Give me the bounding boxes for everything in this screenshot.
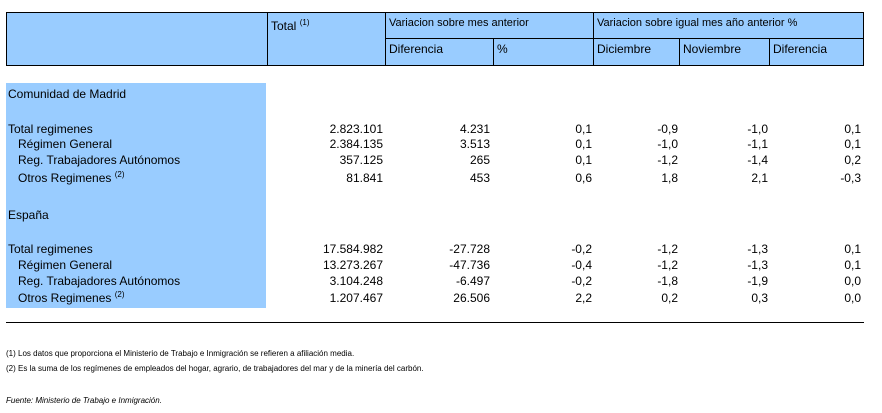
table-row (0, 273, 882, 289)
row-label: Reg. Trabajadores Autónomos (18, 274, 181, 288)
row-label-text: Otros Regimenes (18, 291, 112, 305)
footnote-1: (1) Los datos que proporciona el Ministerio de Trabajo e Inmigración se refieren a afiliación media. (6, 349, 355, 358)
cell-total: 1.207.467 (329, 291, 383, 305)
cell-diferencia-2: 0,2 (844, 153, 861, 167)
cell-total: 357.125 (339, 153, 383, 167)
cell-pct: -0,2 (571, 274, 592, 288)
section-title-text: España (8, 208, 49, 222)
cell-noviembre: -1,9 (747, 274, 768, 288)
header-diferencia: Diferencia (389, 42, 444, 56)
cell-pct: -0,4 (571, 258, 592, 272)
cell-noviembre: 0,3 (751, 291, 768, 305)
row-label-sup: (2) (114, 170, 125, 179)
table-header (6, 12, 864, 66)
header-divider (385, 13, 386, 65)
header-noviembre: Noviembre (683, 42, 742, 56)
header-divider (385, 38, 863, 39)
cell-diferencia-2: 0,1 (844, 122, 861, 136)
header-group-mes-anterior: Variacion sobre mes anterior (389, 17, 529, 29)
cell-total: 2.384.135 (329, 137, 383, 151)
cell-diferencia: -6.497 (455, 274, 490, 288)
cell-noviembre: -1,1 (747, 137, 768, 151)
header-divider (267, 13, 268, 65)
row-label-sup: (2) (114, 290, 125, 299)
cell-pct: 0,1 (575, 153, 592, 167)
cell-diciembre: -1,2 (657, 258, 678, 272)
table-bottom-rule (6, 322, 864, 323)
cell-noviembre: 2,1 (751, 171, 768, 185)
cell-diferencia-2: 0,0 (844, 274, 861, 288)
row-label (18, 290, 125, 306)
row-label: Régimen General (18, 137, 113, 151)
cell-diciembre: -1,2 (657, 153, 678, 167)
cell-diciembre: -1,0 (657, 137, 678, 151)
footnote-2: (2) Es la suma de los regímenes de empleados del hogar, agrario, de trabajadores del mar y de la minería del carbón. (6, 364, 424, 373)
table-row (0, 290, 882, 306)
cell-diciembre: -1,8 (657, 274, 678, 288)
cell-pct: -0,2 (571, 242, 592, 256)
table-row (0, 136, 882, 152)
header-group-anio-anterior: Variacion sobre igual mes año anterior % (597, 17, 798, 29)
cell-noviembre: -1,0 (747, 122, 768, 136)
cell-diciembre: -1,2 (657, 242, 678, 256)
row-label-text: Otros Regimenes (18, 171, 112, 185)
cell-diferencia: 4.231 (459, 122, 490, 136)
table-row (0, 121, 882, 137)
row-label: Total regimenes (8, 122, 93, 136)
table-row (0, 241, 882, 257)
cell-diferencia: -47.736 (449, 258, 490, 272)
cell-total: 81.841 (346, 171, 383, 185)
cell-total: 17.584.982 (322, 242, 383, 256)
cell-diferencia-2: 0,1 (844, 258, 861, 272)
cell-diferencia: 26.506 (453, 291, 490, 305)
header-divider (593, 13, 594, 65)
cell-pct: 0,6 (575, 171, 592, 185)
row-label: Reg. Trabajadores Autónomos (18, 153, 181, 167)
header-diferencia-2: Diferencia (773, 42, 828, 56)
section-title-text: Comunidad de Madrid (8, 87, 127, 101)
row-label (18, 170, 125, 186)
cell-total: 3.104.248 (329, 274, 383, 288)
table-row (0, 152, 882, 168)
header-total-label: Total (271, 19, 297, 33)
cell-diferencia: -27.728 (449, 242, 490, 256)
cell-diciembre: 0,2 (661, 291, 678, 305)
cell-diferencia-2: -0,3 (840, 171, 861, 185)
source-note: Fuente: Ministerio de Trabajo e Inmigración. (6, 396, 162, 405)
cell-noviembre: -1,3 (747, 242, 768, 256)
cell-noviembre: -1,3 (747, 258, 768, 272)
cell-diferencia-2: 0,1 (844, 137, 861, 151)
cell-total: 2.823.101 (329, 122, 383, 136)
header-pct: % (497, 42, 508, 56)
table-row (0, 170, 882, 186)
header-divider (769, 38, 770, 65)
cell-noviembre: -1,4 (747, 153, 768, 167)
cell-diferencia-2: 0,1 (844, 242, 861, 256)
cell-total: 13.273.267 (322, 258, 383, 272)
cell-diferencia: 453 (469, 171, 490, 185)
section-title (0, 86, 882, 102)
cell-pct: 0,1 (575, 122, 592, 136)
cell-pct: 2,2 (575, 291, 592, 305)
cell-pct: 0,1 (575, 137, 592, 151)
section-title (0, 207, 882, 223)
cell-diferencia: 265 (469, 153, 490, 167)
header-total-sup: (1) (299, 18, 310, 27)
row-label: Total regimenes (8, 242, 93, 256)
header-diciembre: Diciembre (597, 42, 652, 56)
cell-diferencia-2: 0,0 (844, 291, 861, 305)
cell-diciembre: -0,9 (657, 122, 678, 136)
header-divider (493, 38, 494, 65)
row-label: Régimen General (18, 258, 113, 272)
cell-diciembre: 1,8 (661, 171, 678, 185)
header-total (271, 18, 309, 33)
cell-diferencia: 3.513 (459, 137, 490, 151)
header-divider (679, 38, 680, 65)
table-row (0, 257, 882, 273)
